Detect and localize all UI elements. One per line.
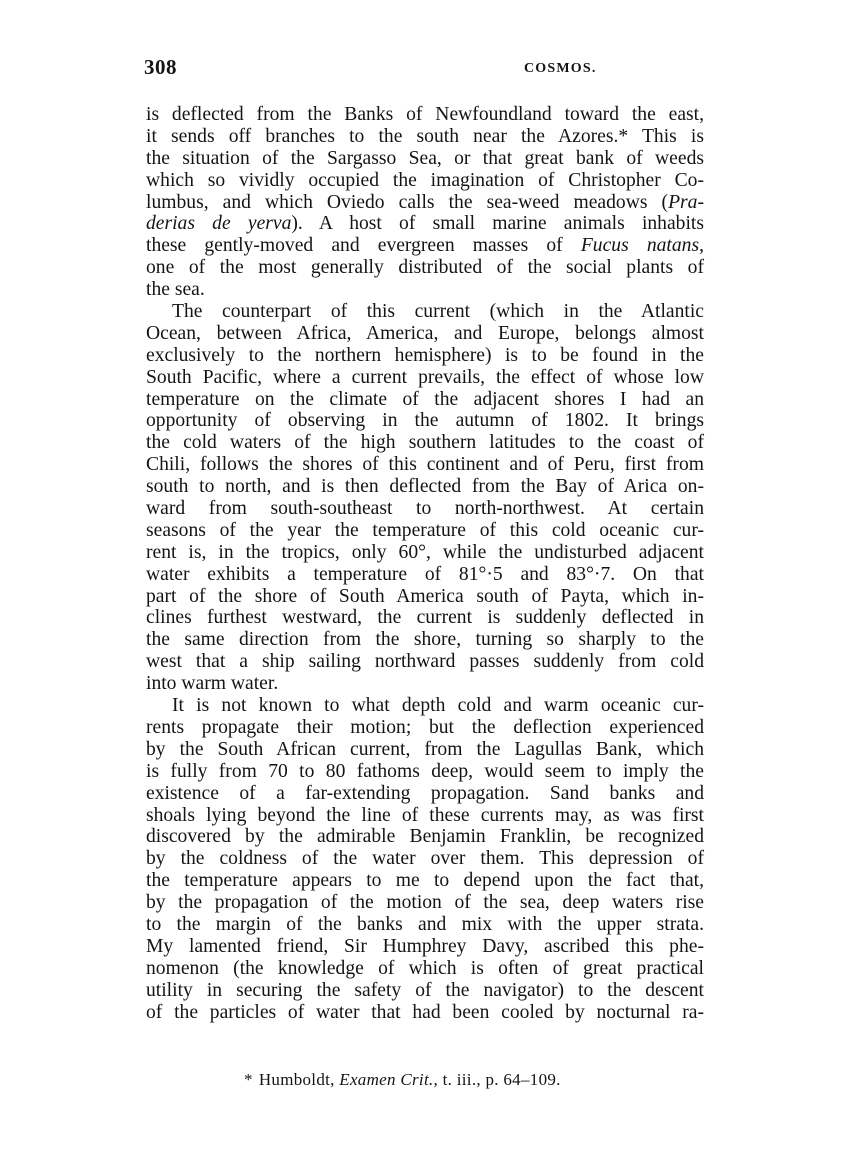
text-line: which so vividly occupied the imagination of Christopher Co- [146,169,704,191]
text-line: the same direction from the shore, turning so sharply to the [146,629,704,651]
text-line: exclusively to the northern hemisphere) is to be found in the [146,344,704,366]
text-line: lumbus, and which Oviedo calls the sea-weed meadows (Pra- [146,191,704,213]
text-line: these gently-moved and evergreen masses of Fucus natans, [146,235,704,257]
text-line: west that a ship sailing northward passes suddenly from cold [146,651,704,673]
text-line: temperature on the climate of the adjacent shores I had an [146,388,704,410]
text-line: into warm water. [146,673,279,695]
text-line: part of the shore of South America south of Payta, which in- [146,585,704,607]
text-line: South Pacific, where a current prevails, the effect of whose low [146,366,704,388]
text-line: the temperature appears to me to depend upon the fact that, [146,870,704,892]
text-line: of the particles of water that had been cooled by nocturnal ra- [146,1001,704,1023]
text-line: nomenon (the knowledge of which is often of great practical [146,957,704,979]
text-line: shoals lying beyond the line of these currents may, as was first [146,804,704,826]
text-line: water exhibits a temperature of 81°·5 and 83°·7. On that [146,563,704,585]
paragraph [146,104,704,301]
text-line: It is not known to what depth cold and warm oceanic cur- [172,695,704,717]
text-line: ward from south-southeast to north-northwest. At certain [146,498,704,520]
text-line: the situation of the Sargasso Sea, or that great bank of weeds [146,147,704,169]
text-line: Ocean, between Africa, America, and Europe, belongs almost [146,322,704,344]
text-line: seasons of the year the temperature of this cold oceanic cur- [146,519,704,541]
running-title: COSMOS. [524,61,597,76]
footnote-text: Humboldt, Examen Crit., t. iii., p. 64–109. [258,1070,561,1089]
page-number: 308 [144,55,177,79]
text-line: south to north, and is then deflected from the Bay of Arica on- [146,476,704,498]
footnote [244,1070,624,1090]
body-text [146,104,704,1023]
text-line: by the South African current, from the Lagullas Bank, which [146,738,704,760]
text-line: utility in securing the safety of the navigator) to the descent [146,979,704,1001]
footnote-mark: * [244,1070,253,1089]
text-line: derias de yerva). A host of small marine animals inhabits [146,213,704,235]
text-line: is deflected from the Banks of Newfoundland toward the east, [146,104,704,125]
text-line: My lamented friend, Sir Humphrey Davy, ascribed this phe- [146,935,704,957]
text-line: the sea. [146,279,205,301]
text-line: is fully from 70 to 80 fathoms deep, would seem to imply the [146,760,704,782]
paragraph [146,695,704,1023]
page-header [144,55,704,85]
text-line: it sends off branches to the south near the Azores.* This is [146,125,704,147]
text-line: by the propagation of the motion of the sea, deep waters rise [146,892,704,914]
text-line: by the coldness of the water over them. This depression of [146,848,704,870]
text-line: existence of a far-extending propagation. Sand banks and [146,782,704,804]
text-line: clines furthest westward, the current is suddenly deflected in [146,607,704,629]
text-line: The counterpart of this current (which in the Atlantic [172,301,704,323]
text-line: one of the most generally distributed of the social plants of [146,257,704,279]
text-line: Chili, follows the shores of this continent and of Peru, first from [146,454,704,476]
paragraph [146,301,704,695]
text-line: to the margin of the banks and mix with the upper strata. [146,913,704,935]
text-line: rents propagate their motion; but the deflection experienced [146,716,704,738]
text-line: the cold waters of the high southern latitudes to the coast of [146,432,704,454]
text-line: rent is, in the tropics, only 60°, while the undisturbed adjacent [146,541,704,563]
text-line: opportunity of observing in the autumn of 1802. It brings [146,410,704,432]
text-line: discovered by the admirable Benjamin Franklin, be recognized [146,826,704,848]
